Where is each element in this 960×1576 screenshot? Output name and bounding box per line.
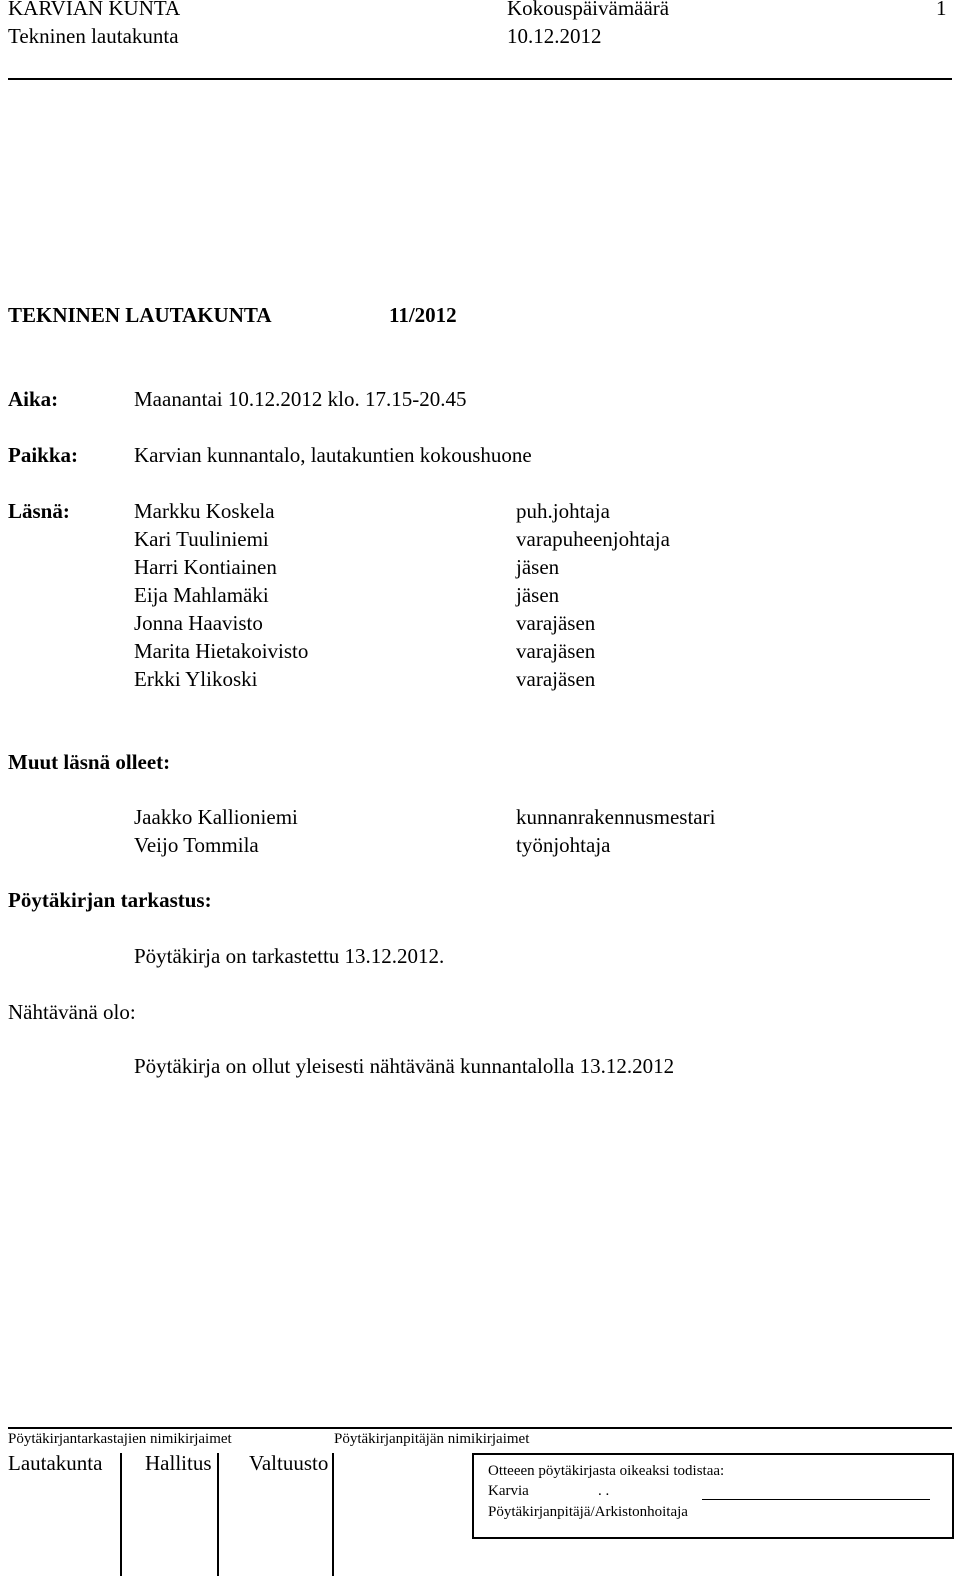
org-name: KARVIAN KUNTA <box>8 0 181 20</box>
footer-col-divider <box>332 1453 334 1576</box>
meeting-number: 11/2012 <box>389 303 457 327</box>
footer-col-divider <box>120 1453 122 1576</box>
place-value: Karvian kunnantalo, lautakuntien kokoushuone <box>134 443 532 467</box>
member-name: Jonna Haavisto <box>134 611 263 635</box>
meeting-date-value: 10.12.2012 <box>507 24 602 48</box>
certificate-place: Karvia <box>488 1483 529 1499</box>
other-name: Jaakko Kallioniemi <box>134 805 298 829</box>
member-name: Kari Tuuliniemi <box>134 527 269 551</box>
member-role: varajäsen <box>516 639 596 663</box>
member-role: varajäsen <box>516 611 596 635</box>
reviewers-initials-label: Pöytäkirjantarkastajien nimikirjaimet <box>8 1431 232 1447</box>
keeper-initials-label: Pöytäkirjanpitäjän nimikirjaimet <box>334 1431 530 1447</box>
member-name: Eija Mahlamäki <box>134 583 269 607</box>
certificate-title: Otteeen pöytäkirjasta oikeaksi todistaa: <box>488 1463 725 1479</box>
col-valtuusto: Valtuusto <box>249 1451 329 1475</box>
footer-divider <box>8 1427 952 1429</box>
display-label: Nähtävänä olo: <box>8 1000 136 1024</box>
certificate-date-dots: . . <box>598 1483 610 1499</box>
footer-col-divider <box>217 1453 219 1576</box>
board-name: Tekninen lautakunta <box>8 24 179 48</box>
other-role: kunnanrakennusmestari <box>516 805 716 829</box>
member-name: Erkki Ylikoski <box>134 667 258 691</box>
meeting-date-label: Kokouspäivämäärä <box>507 0 670 20</box>
other-role: työnjohtaja <box>516 833 611 857</box>
member-role: varapuheenjohtaja <box>516 527 670 551</box>
member-role: jäsen <box>516 555 560 579</box>
review-label: Pöytäkirjan tarkastus: <box>8 888 212 912</box>
member-role: jäsen <box>516 583 560 607</box>
col-lautakunta: Lautakunta <box>8 1451 103 1475</box>
certificate-box <box>472 1453 954 1539</box>
member-role: puh.johtaja <box>516 499 610 523</box>
member-role: varajäsen <box>516 667 596 691</box>
header-divider <box>8 78 952 80</box>
other-name: Veijo Tommila <box>134 833 259 857</box>
present-label: Läsnä: <box>8 499 70 523</box>
member-name: Markku Koskela <box>134 499 275 523</box>
col-hallitus: Hallitus <box>145 1451 212 1475</box>
page-number: 1 <box>936 0 947 20</box>
display-text: Pöytäkirja on ollut yleisesti nähtävänä kunnantalolla 13.12.2012 <box>134 1054 675 1078</box>
review-text: Pöytäkirja on tarkastettu 13.12.2012. <box>134 944 445 968</box>
place-label: Paikka: <box>8 443 79 467</box>
others-label: Muut läsnä olleet: <box>8 750 171 774</box>
member-name: Marita Hietakoivisto <box>134 639 309 663</box>
document-title: TEKNINEN LAUTAKUNTA <box>8 303 272 327</box>
time-label: Aika: <box>8 387 59 411</box>
certificate-signer: Pöytäkirjanpitäjä/Arkistonhoitaja <box>488 1504 688 1520</box>
member-name: Harri Kontiainen <box>134 555 277 579</box>
time-value: Maanantai 10.12.2012 klo. 17.15-20.45 <box>134 387 467 411</box>
signature-line <box>702 1499 930 1500</box>
